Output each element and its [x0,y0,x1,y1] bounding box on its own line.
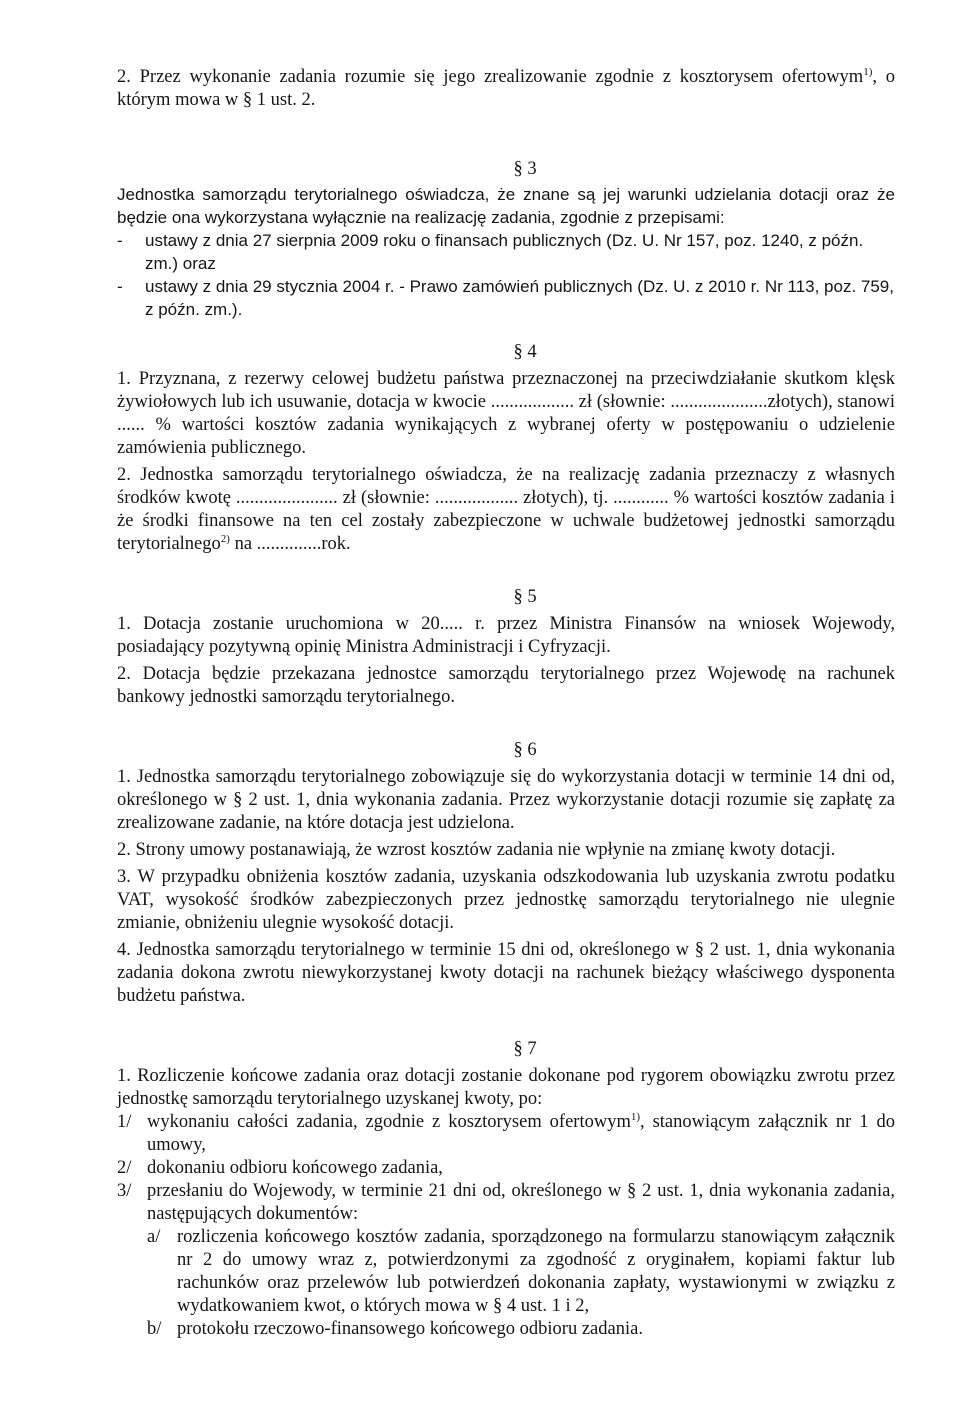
paragraph-text: na ..............rok. [229,534,351,554]
list-item-text: ustawy z dnia 29 stycznia 2004 r. - Prawo zamówień publicznych (Dz. U. z 2010 r. Nr 113, poz. 759, z późn. zm.). [145,277,894,319]
section-6-paragraph-2: 2. Strony umowy postanawiają, że wzrost kosztów zadania nie wpłynie na zmianę kwoty dotacji. [117,840,836,860]
section-7-heading: § 7 [513,1039,537,1059]
list-item-text: protokołu rzeczowo-finansowego końcowego odbioru zadania. [177,1319,643,1339]
paragraph-text: 2. Przez wykonanie zadania rozumie się jego zrealizowanie zgodnie z kosztorysem ofertowym [117,67,864,87]
section-7-item-2 [117,1157,895,1180]
dash-marker: - [117,277,123,296]
section-7-item-1 [117,1111,895,1157]
section-7-subitem-b [147,1318,895,1341]
section-6-paragraph-1: 1. Jednostka samorządu terytorialnego zobowiązuje się do wykorzystania dotacji w terminie 14 dni od, określonego w § 2 ust. 1, dnia wykonania zadania. Przez wykorzystanie dotacji rozumie się zapłatę za zrealizowane zadanie, na które dotacja jest udzielona. [117,767,895,833]
footnote-ref: 2) [220,532,230,545]
document-body [117,66,895,1341]
section-3-intro: Jednostka samorządu terytorialnego oświadcza, że znane są jej warunki udzielania dotacji oraz że będzie ona wykorzystana wyłącznie na realizację zadania, zgodnie z przepisami: [117,185,895,227]
list-marker: 3/ [117,1181,132,1201]
list-item-text: przesłaniu do Wojewody, w terminie 21 dni od, określonego w § 2 ust. 1, dnia wykonania zadania, następujących dokumentów: [147,1181,895,1224]
section-6-paragraph-4: 4. Jednostka samorządu terytorialnego w terminie 15 dni od, określonego w § 2 ust. 1, dnia wykonania zadania dokona zwrotu niewykorzystanej kwoty dotacji na rachunek bieżący właściwego dysponenta budżetu państwa. [117,940,895,1006]
list-marker: a/ [147,1227,161,1247]
list-item-text: rozliczenia końcowego kosztów zadania, sporządzonego na formularzu stanowiącym załącznik nr 2 do umowy wraz z, potwierdzonymi za zgodność z oryginałem, kopiami faktur lub rachunków oraz przelewów lub potwierdzeń dokonania zapłaty, wystawionymi w związku z wydatkowaniem kwot, o których mowa w § 4 ust. 1 i 2, [177,1227,895,1316]
section-2-paragraph-2 [117,66,895,112]
section-3-item-2 [117,275,895,321]
section-5-paragraph-2: 2. Dotacja będzie przekazana jednostce samorządu terytorialnego przez Wojewodę na rachunek bankowy jednostki samorządu terytorialnego. [117,664,895,707]
list-item-text: , stanowiącym załącznik nr 1 do umowy, [147,1112,895,1155]
section-7-item-3 [117,1180,895,1226]
section-4-heading: § 4 [513,342,537,362]
section-7-subitem-a [147,1226,895,1318]
list-item-text: ustawy z dnia 27 sierpnia 2009 roku o finansach publicznych (Dz. U. Nr 157, poz. 1240, z późn. zm.) oraz [145,231,864,273]
section-5-paragraph-1: 1. Dotacja zostanie uruchomiona w 20..... r. przez Ministra Finansów na wniosek Wojewody, posiadający pozytywną opinię Ministra Administracji i Cyfryzacji. [117,614,895,657]
list-item-text: wykonaniu całości zadania, zgodnie z kosztorysem ofertowym [147,1112,631,1132]
list-item-text: dokonaniu odbioru końcowego zadania, [147,1158,443,1178]
footnote-ref: 1) [630,1110,641,1123]
list-marker: b/ [147,1319,162,1339]
section-6-heading: § 6 [513,740,537,760]
footnote-ref: 1) [863,65,873,78]
list-marker: 2/ [117,1158,132,1178]
section-4-paragraph-1: 1. Przyznana, z rezerwy celowej budżetu państwa przeznaczonej na przeciwdziałanie skutkom klęsk żywiołowych lub ich usuwanie, dotacja w kwocie .................. zł (słownie: .....................złotych), stanowi ...... % wartości kosztów zadania wynikających z wybranej oferty w postępowaniu o udzielenie zamówienia publicznego. [117,369,895,458]
paragraph-text: 2. Jednostka samorządu terytorialnego oświadcza, że na realizację zadania przeznaczy z własnych środków kwotę ...................... zł (słownie: .................. złotych), tj. ............ % wartości kosztów zadania i że środki finansowe na ten cel zostały zabezpieczone w uchwale budżetowej jednostki samorządu terytorialnego [117,465,895,554]
paragraph-text: , o którym mowa w § 1 ust. 2. [117,67,896,110]
section-4-paragraph-2 [117,464,895,556]
section-6-paragraph-3: 3. W przypadku obniżenia kosztów zadania, uzyskania odszkodowania lub uzyskania zwrotu podatku VAT, wysokość środków zabezpieczonych przez jednostkę samorządu terytorialnego nie ulegnie zmianie, obniżeniu ulegnie wysokość dotacji. [117,867,895,933]
list-marker: 1/ [117,1112,132,1132]
section-3-heading: § 3 [513,159,537,179]
section-7-paragraph-1: 1. Rozliczenie końcowe zadania oraz dotacji zostanie dokonane pod rygorem obowiązku zwrotu przez jednostkę samorządu terytorialnego uzyskanej kwoty, po: [117,1066,895,1109]
section-5-heading: § 5 [513,587,537,607]
section-3-item-1 [117,229,895,275]
dash-marker: - [117,231,123,250]
